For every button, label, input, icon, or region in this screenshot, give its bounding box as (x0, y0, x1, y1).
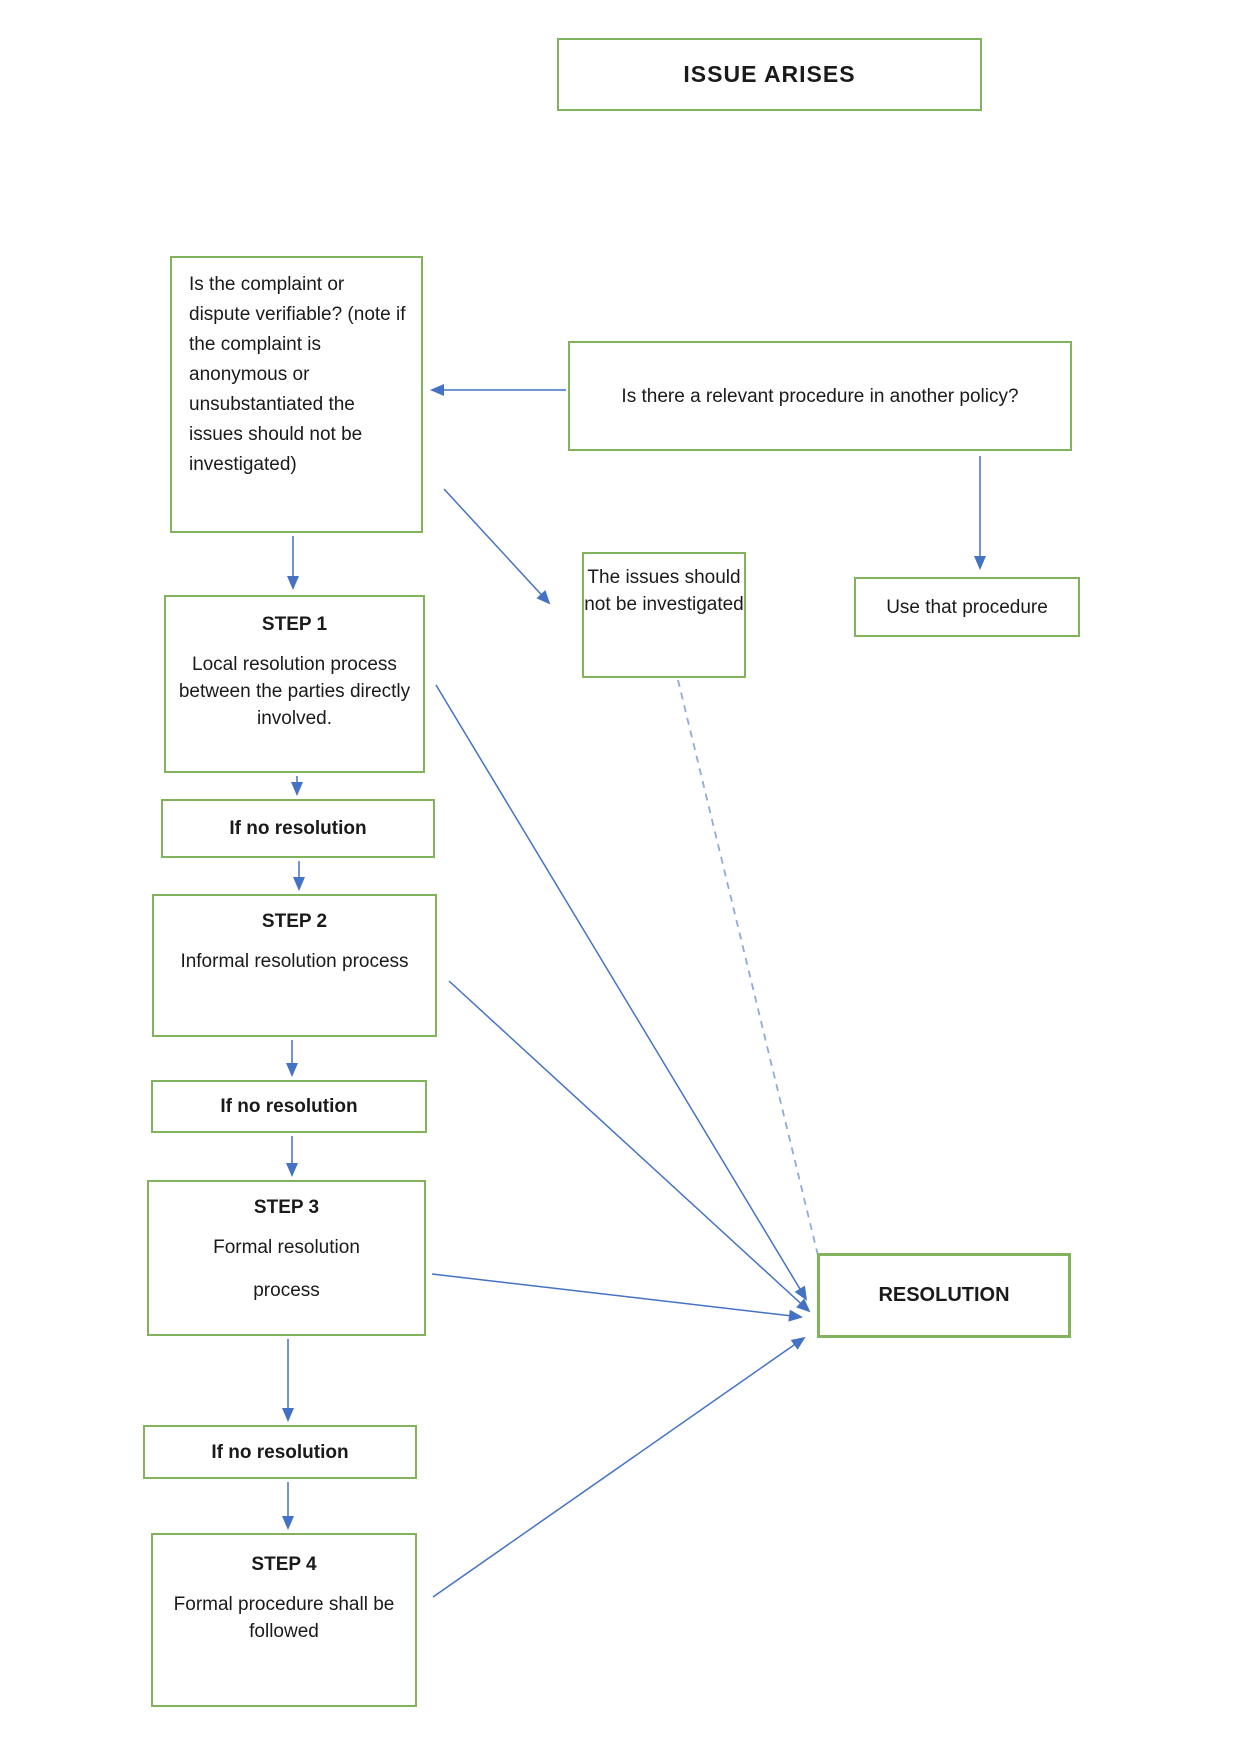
use-that-procedure-box (854, 577, 1080, 637)
step3-title: STEP 3 (253, 1197, 320, 1218)
step2-box (152, 894, 437, 1037)
connector-step2-to-resolution (449, 981, 809, 1311)
complaint-verifiable-box (170, 256, 423, 533)
connector-step1-to-resolution (436, 685, 806, 1299)
relevant-procedure-question-box (568, 341, 1072, 451)
no-resolution-2-label: If no resolution (220, 1096, 358, 1117)
issues-not-investigated-text: The issues should not be investigated (584, 567, 744, 615)
issue-arises-label: ISSUE ARISES (683, 61, 856, 87)
step4-body: Formal procedure shall be followed (173, 1594, 395, 1642)
step3-box (147, 1180, 426, 1336)
step2-body: Informal resolution process (180, 951, 409, 972)
issue-arises-box (557, 38, 982, 111)
connector-step3-to-resolution (432, 1274, 801, 1317)
step4-box (151, 1533, 417, 1707)
issues-not-investigated-box (582, 552, 746, 678)
no-resolution-3-box (143, 1425, 417, 1479)
use-that-procedure-text: Use that procedure (886, 596, 1048, 618)
relevant-procedure-question-text: Is there a relevant procedure in another policy? (621, 385, 1019, 407)
no-resolution-1-label: If no resolution (229, 818, 367, 839)
connector-issues-to-resolution (678, 680, 821, 1268)
step1-body: Local resolution process between the parties directly involved. (178, 654, 411, 729)
step2-title: STEP 2 (261, 911, 328, 932)
resolution-label: RESOLUTION (878, 1284, 1010, 1306)
step3-body-line2: process (253, 1280, 320, 1301)
step1-title: STEP 1 (261, 614, 328, 635)
step1-box (164, 595, 425, 773)
connector-complaint-to-issues (444, 489, 549, 603)
connector-step4-to-resolution (433, 1338, 804, 1597)
resolution-box (817, 1253, 1071, 1338)
no-resolution-3-label: If no resolution (211, 1441, 349, 1463)
no-resolution-2-box (151, 1080, 427, 1133)
no-resolution-1-box (161, 799, 435, 858)
step4-title: STEP 4 (251, 1554, 317, 1575)
complaint-verifiable-text: Is the complaint or dispute verifiable? (note if the complaint is anonymous or unsubstantiated the issues should not be investigated) (189, 274, 406, 475)
step3-body-line1: Formal resolution (213, 1237, 360, 1258)
